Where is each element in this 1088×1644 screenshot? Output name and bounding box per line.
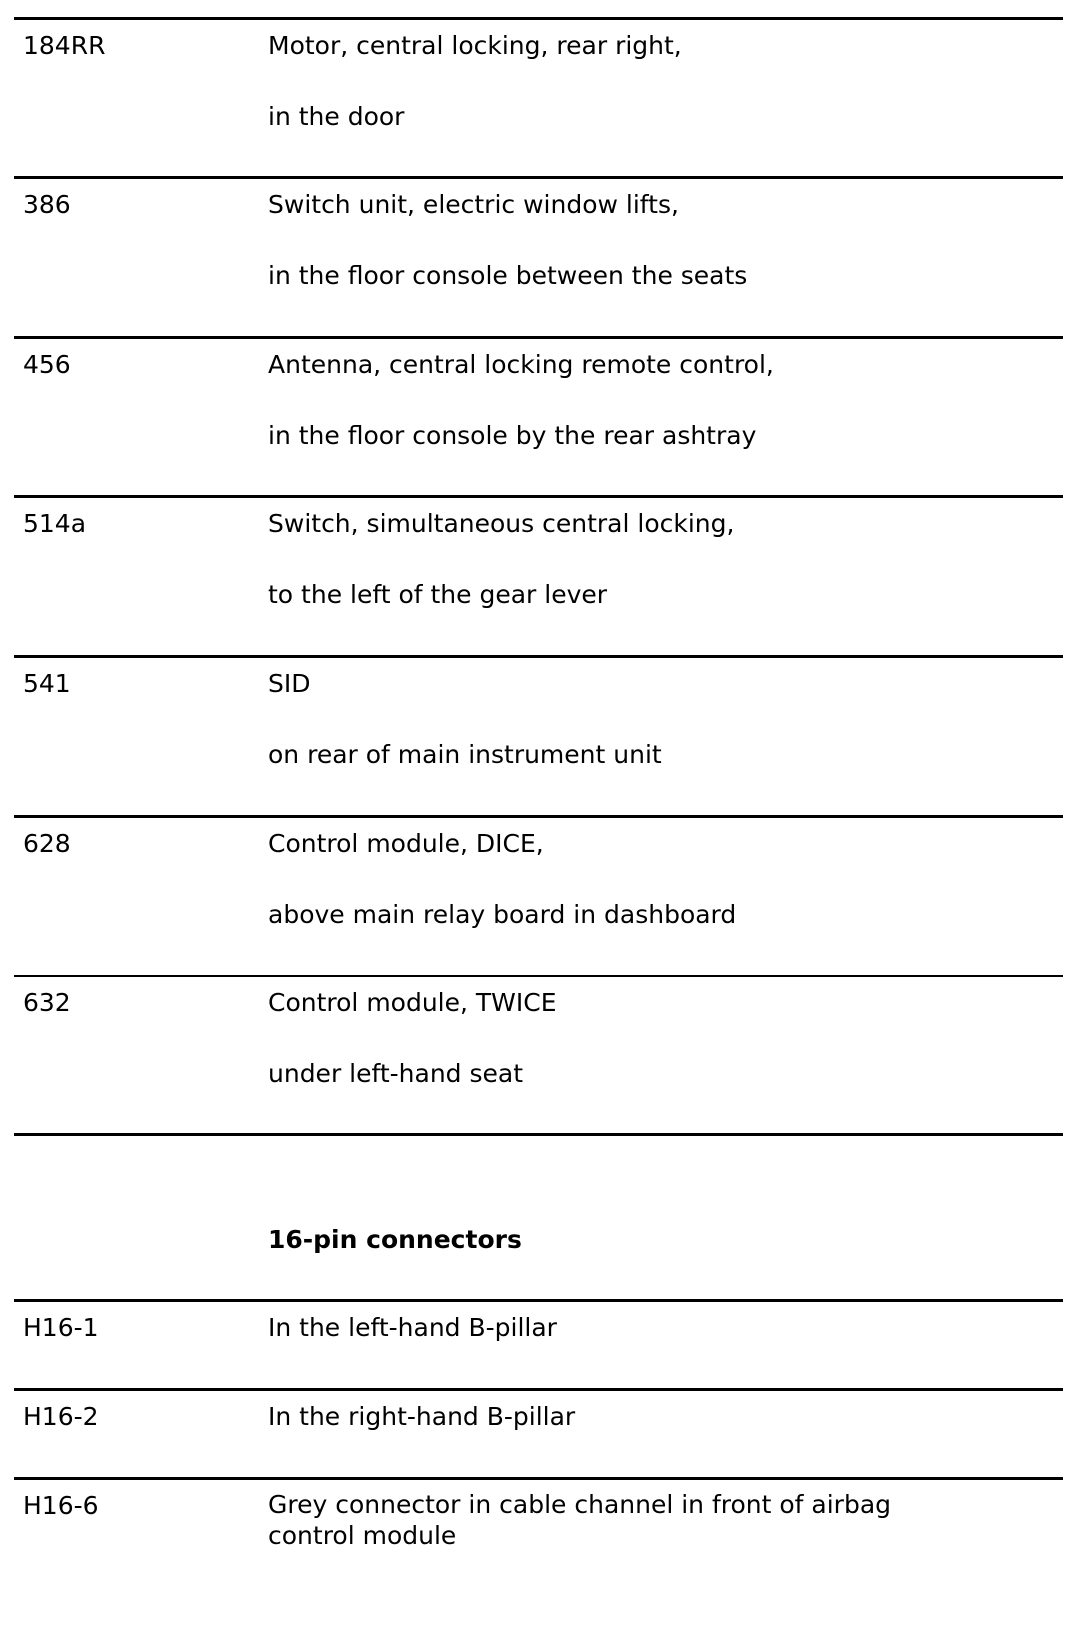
section-heading: 16-pin connectors [268,1225,522,1254]
connector-location: In the right-hand B-pillar [268,1402,576,1431]
component-name: Control module, TWICE [268,988,557,1017]
row-divider [14,336,1063,339]
row-divider [14,1477,1063,1480]
row-divider [14,17,1063,20]
row-divider [14,1388,1063,1391]
component-code: 541 [23,669,71,698]
component-code: 184RR [23,31,106,60]
component-code: 514a [23,509,87,538]
component-location: under left-hand seat [268,1059,524,1088]
component-location: above main relay board in dashboard [268,900,737,929]
connector-code: H16-6 [23,1491,99,1520]
component-code: 456 [23,350,71,379]
connector-code: H16-2 [23,1402,99,1431]
component-name: Control module, DICE, [268,829,544,858]
row-divider [14,176,1063,179]
row-divider [14,495,1063,498]
row-divider [14,975,1063,977]
component-location: in the door [268,102,405,131]
row-divider [14,655,1063,658]
component-name: Antenna, central locking remote control, [268,350,774,379]
row-divider [14,1299,1063,1302]
component-name: SID [268,669,311,698]
connector-code: H16-1 [23,1313,99,1342]
connector-location: In the left-hand B-pillar [268,1313,557,1342]
component-location: in the floor console by the rear ashtray [268,421,757,450]
row-divider [14,815,1063,818]
component-code: 386 [23,190,71,219]
component-name: Motor, central locking, rear right, [268,31,682,60]
component-name: Switch, simultaneous central locking, [268,509,735,538]
connector-location: Grey connector in cable channel in front of airbag control module [268,1490,892,1550]
component-location: to the left of the gear lever [268,580,608,609]
component-code: 632 [23,988,71,1017]
component-code: 628 [23,829,71,858]
component-location: on rear of main instrument unit [268,740,662,769]
component-location: in the floor console between the seats [268,261,748,290]
component-name: Switch unit, electric window lifts, [268,190,679,219]
table-bottom-rule [14,1133,1063,1136]
